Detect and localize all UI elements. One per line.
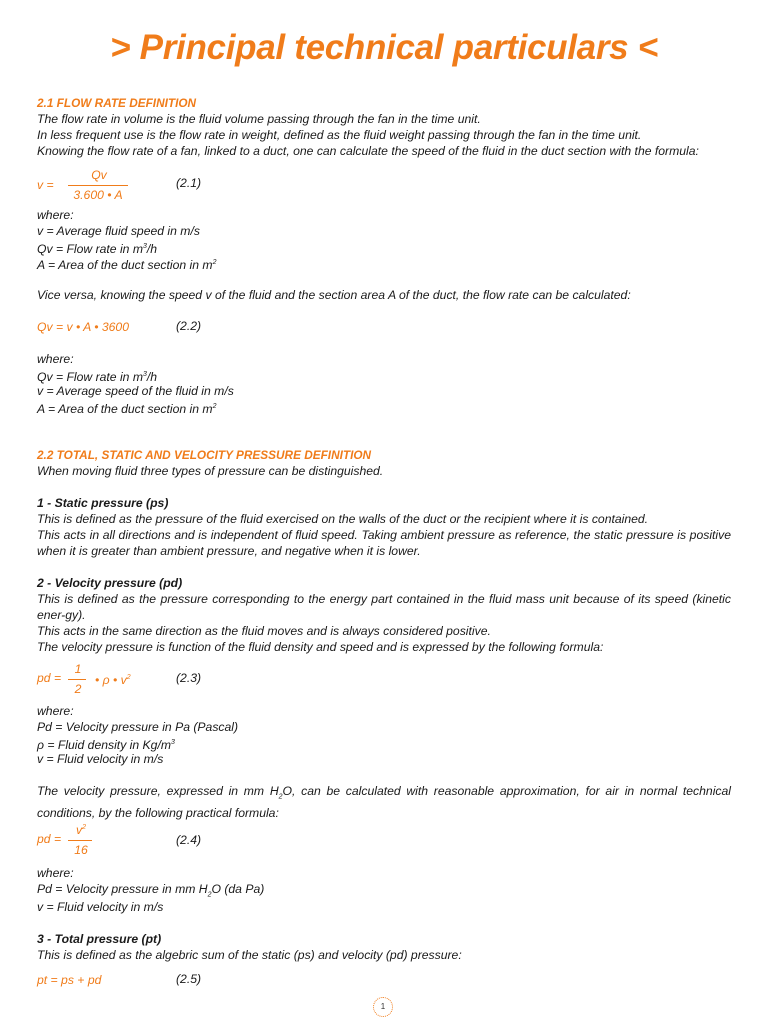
formula-2-1-number: (2.1) bbox=[176, 176, 202, 190]
s21-paragraph-2: In less frequent use is the flow rate in weight, defined as the fluid weight passing through the fan in the time unit. bbox=[37, 128, 642, 142]
where-1-item-v: v = Average fluid speed in m/s bbox=[37, 224, 200, 238]
where-1-item-qv: Qv = Flow rate in $m^3/h$ bbox=[37, 242, 158, 257]
s21-paragraph-4: Vice versa, knowing the speed v of the fluid and the section area A of the duct, the flow rate can be calculated: bbox=[37, 288, 631, 302]
formula-2-3-lhs: pd = bbox=[37, 671, 62, 685]
where-3-item-rho: ρ = Fluid density in $Kg/m^3$ bbox=[37, 738, 175, 753]
where-label-1: where: bbox=[37, 208, 74, 222]
formula-2-4-lhs: pd = bbox=[37, 832, 62, 846]
formula-2-3-fraction-bar bbox=[68, 679, 86, 680]
where-4-item-v: v = Fluid velocity in m/s bbox=[37, 900, 164, 914]
s21-paragraph-3: Knowing the flow rate of a fan, linked to a duct, one can calculate the speed of the fluid in the duct section with the formula: bbox=[37, 144, 699, 158]
formula-2-5-number: (2.5) bbox=[176, 972, 202, 986]
static-pressure-paragraph-2: This acts in all directions and is independent of fluid speed. Taking ambient pressure as reference, the static pressure is positive when it is greater than ambient pressure, and negative when it is lower. bbox=[37, 528, 731, 558]
velocity-pressure-paragraph-3: The velocity pressure is function of the fluid density and speed and is expressed by the following formula: bbox=[37, 640, 604, 654]
where-2-item-qv: Qv = Flow rate in $m^3/h$ bbox=[37, 370, 158, 385]
velocity-pressure-paragraph-1: This is defined as the pressure corresponding to the energy part contained in the fluid mass unit because of its speed (kinetic ener-gy). bbox=[37, 592, 731, 622]
formula-2-4-numerator: $v^2$ bbox=[76, 823, 86, 837]
velocity-pressure-paragraph-4: The velocity pressure, expressed in mm $H_2O$, can be calculated with reasonable approximation, for air in normal technical conditions, by the following practical formula: bbox=[37, 784, 731, 821]
where-4-item-pd: Pd = Velocity pressure in mm $H_2O$ (da Pa) bbox=[37, 882, 265, 899]
formula-2-3-number: (2.3) bbox=[176, 671, 202, 685]
where-3-item-v: v = Fluid velocity in m/s bbox=[37, 752, 164, 766]
formula-2-5-expression: pt = ps + pd bbox=[37, 973, 102, 987]
page-title: > Principal technical particulars < bbox=[110, 28, 658, 67]
formula-2-3-denominator: 2 bbox=[74, 682, 82, 696]
where-2-item-a: A = Area of the duct section in $m^2$ bbox=[37, 402, 217, 417]
formula-2-2-expression: Qv = v • A • 3600 bbox=[37, 320, 129, 334]
formula-2-4-fraction-bar bbox=[68, 840, 92, 841]
formula-2-1-fraction-bar bbox=[68, 185, 128, 186]
formula-2-1-numerator: Qv bbox=[91, 168, 107, 182]
section-2-1-heading: 2.1 FLOW RATE DEFINITION bbox=[37, 96, 197, 110]
total-pressure-paragraph: This is defined as the algebric sum of the static (ps) and velocity (pd) pressure: bbox=[37, 948, 462, 962]
formula-2-4-number: (2.4) bbox=[176, 833, 202, 847]
section-2-2-heading: 2.2 TOTAL, STATIC AND VELOCITY PRESSURE DEFINITION bbox=[37, 448, 372, 462]
where-label-2: where: bbox=[37, 352, 74, 366]
where-1-item-a: A = Area of the duct section in $m^2$ bbox=[37, 258, 217, 273]
formula-2-2-number: (2.2) bbox=[176, 319, 202, 333]
s21-paragraph-1: The flow rate in volume is the fluid volume passing through the fan in the time unit. bbox=[37, 112, 481, 126]
page-number: 1 bbox=[373, 997, 393, 1017]
velocity-pressure-paragraph-2: This acts in the same direction as the fluid moves and is always considered positive. bbox=[37, 624, 491, 638]
where-2-item-v: v = Average speed of the fluid in m/s bbox=[37, 384, 234, 398]
where-label-4: where: bbox=[37, 866, 74, 880]
formula-2-3-rhs: • ρ • $v^2$ bbox=[95, 673, 131, 688]
formula-2-3-numerator: 1 bbox=[74, 662, 82, 676]
total-pressure-title: 3 - Total pressure (pt) bbox=[37, 932, 162, 946]
velocity-pressure-title: 2 - Velocity pressure (pd) bbox=[37, 576, 183, 590]
formula-2-1-denominator: 3.600 • A bbox=[73, 188, 123, 202]
where-3-item-pd: Pd = Velocity pressure in Pa (Pascal) bbox=[37, 720, 239, 734]
formula-2-4-denominator: 16 bbox=[74, 843, 88, 857]
static-pressure-title: 1 - Static pressure (ps) bbox=[37, 496, 169, 510]
formula-2-1-lhs: v = bbox=[37, 178, 54, 192]
where-label-3: where: bbox=[37, 704, 74, 718]
s22-intro: When moving fluid three types of pressure can be distinguished. bbox=[37, 464, 384, 478]
static-pressure-paragraph-1: This is defined as the pressure of the fluid exercised on the walls of the duct or the recipient where it is contained. bbox=[37, 512, 649, 526]
